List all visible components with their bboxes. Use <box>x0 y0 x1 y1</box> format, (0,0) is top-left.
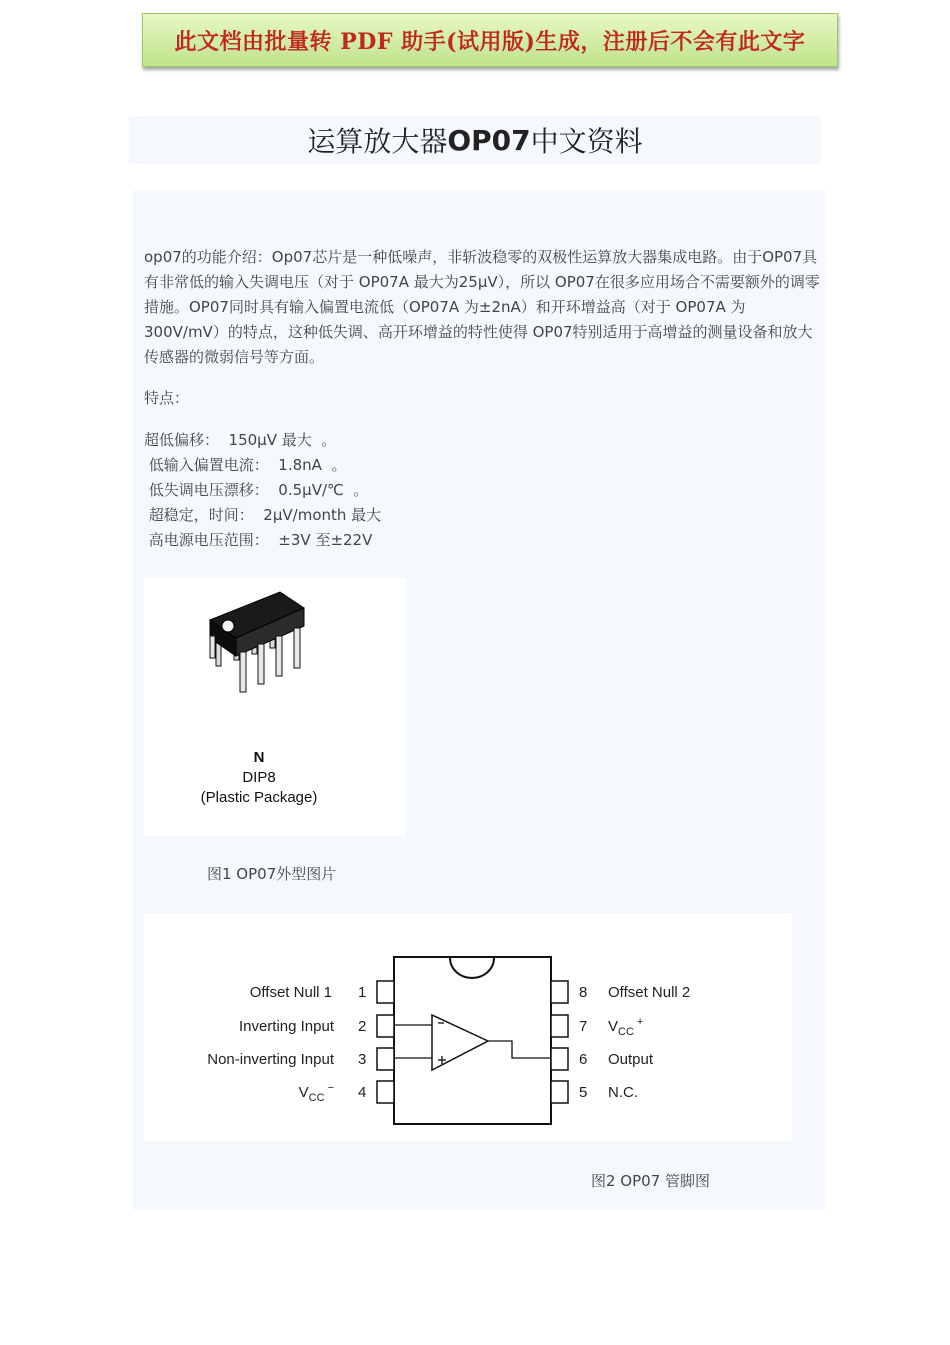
pin5-label: N.C. <box>608 1084 638 1101</box>
intro-paragraph: op07的功能介绍：Op07芯片是一种低噪声，非斩波稳零的双极性运算放大器集成电路。由于OP07具有非常低的输入失调电压（对于 OP07A 最大为25μV），所以 OP07在很多应用场合不需要额外的调零措施。OP07同时具有输入偏置电流低（OP07A 为±2nA）和开环增益高（对于 OP07A 为300V/mV）的特点，这种低失调、高开环增益的特性使得 OP07特别适用于高增益的测量设备和放大传感器的微弱信号等方面。 <box>144 248 820 366</box>
feature-item: 高电源电压范围： ±3V 至±22V <box>144 531 373 549</box>
pin1-label: Offset Null 1 <box>249 984 332 1001</box>
feature-item: 低输入偏置电流： 1.8nA 。 <box>144 456 347 474</box>
dip8-chip-image <box>144 578 406 748</box>
pin4-sub: CC <box>308 1092 325 1104</box>
pin6-number: 6 <box>579 1051 588 1068</box>
pin6-label: Output <box>608 1051 654 1068</box>
figure2-caption: 图2 OP07 管脚图 <box>591 1172 711 1190</box>
pin7-sub: CC <box>618 1026 634 1038</box>
pin4-v: V <box>298 1084 309 1101</box>
pin-stub-4 <box>377 1081 394 1103</box>
package-letter: N <box>253 749 265 766</box>
pin2-number: 2 <box>358 1018 367 1035</box>
trial-watermark-banner: 此文档由批量转 PDF 助手(试用版)生成，注册后不会有此文字 <box>142 13 838 67</box>
pin-stub-8 <box>551 981 568 1003</box>
pin3-label: Non-inverting Input <box>207 1051 334 1068</box>
title-prefix: 运算放大器 <box>307 125 448 158</box>
pin4-number: 4 <box>358 1084 367 1101</box>
pin-stub-6 <box>551 1048 568 1070</box>
pin5-number: 5 <box>579 1084 588 1101</box>
pin-stub-5 <box>551 1081 568 1103</box>
figure1-caption: 图1 OP07外型图片 <box>207 865 337 883</box>
pin7-sup: + <box>636 1016 644 1028</box>
page-title <box>129 116 821 164</box>
pinout-svg <box>144 913 792 1141</box>
feature-item: 超稳定，时间： 2μV/month 最大 <box>144 506 382 524</box>
pin4-sup: − <box>327 1082 334 1094</box>
package-name: DIP8 <box>242 769 276 786</box>
pin7-v: V <box>608 1018 619 1035</box>
feature-item: 低失调电压漂移： 0.5μV/℃ 。 <box>144 481 369 499</box>
pinout-diagram <box>144 913 792 1141</box>
pin1-number: 1 <box>358 984 367 1001</box>
pin7-label <box>608 1016 643 1038</box>
title-bold: OP07 <box>447 123 531 157</box>
pin-stub-3 <box>377 1048 394 1070</box>
pin8-label: Offset Null 2 <box>608 984 691 1001</box>
pin-stub-1 <box>377 981 394 1003</box>
features-list <box>144 428 381 553</box>
pin-stub-2 <box>377 1015 394 1037</box>
pin2-label: Inverting Input <box>238 1018 334 1035</box>
features-heading: 特点： <box>144 389 190 407</box>
pin4-label <box>299 1082 334 1104</box>
pin3-number: 3 <box>358 1051 367 1068</box>
title-suffix: 中文资料 <box>530 125 643 158</box>
feature-item: 超低偏移： 150μV 最大 。 <box>144 431 337 449</box>
package-label <box>144 748 374 808</box>
dip8-package-figure <box>144 578 406 836</box>
pin7-number: 7 <box>579 1018 588 1035</box>
pin8-number: 8 <box>579 984 588 1001</box>
package-type: (Plastic Package) <box>200 789 318 806</box>
content-panel <box>133 190 825 1210</box>
pin-stub-7 <box>551 1015 568 1037</box>
